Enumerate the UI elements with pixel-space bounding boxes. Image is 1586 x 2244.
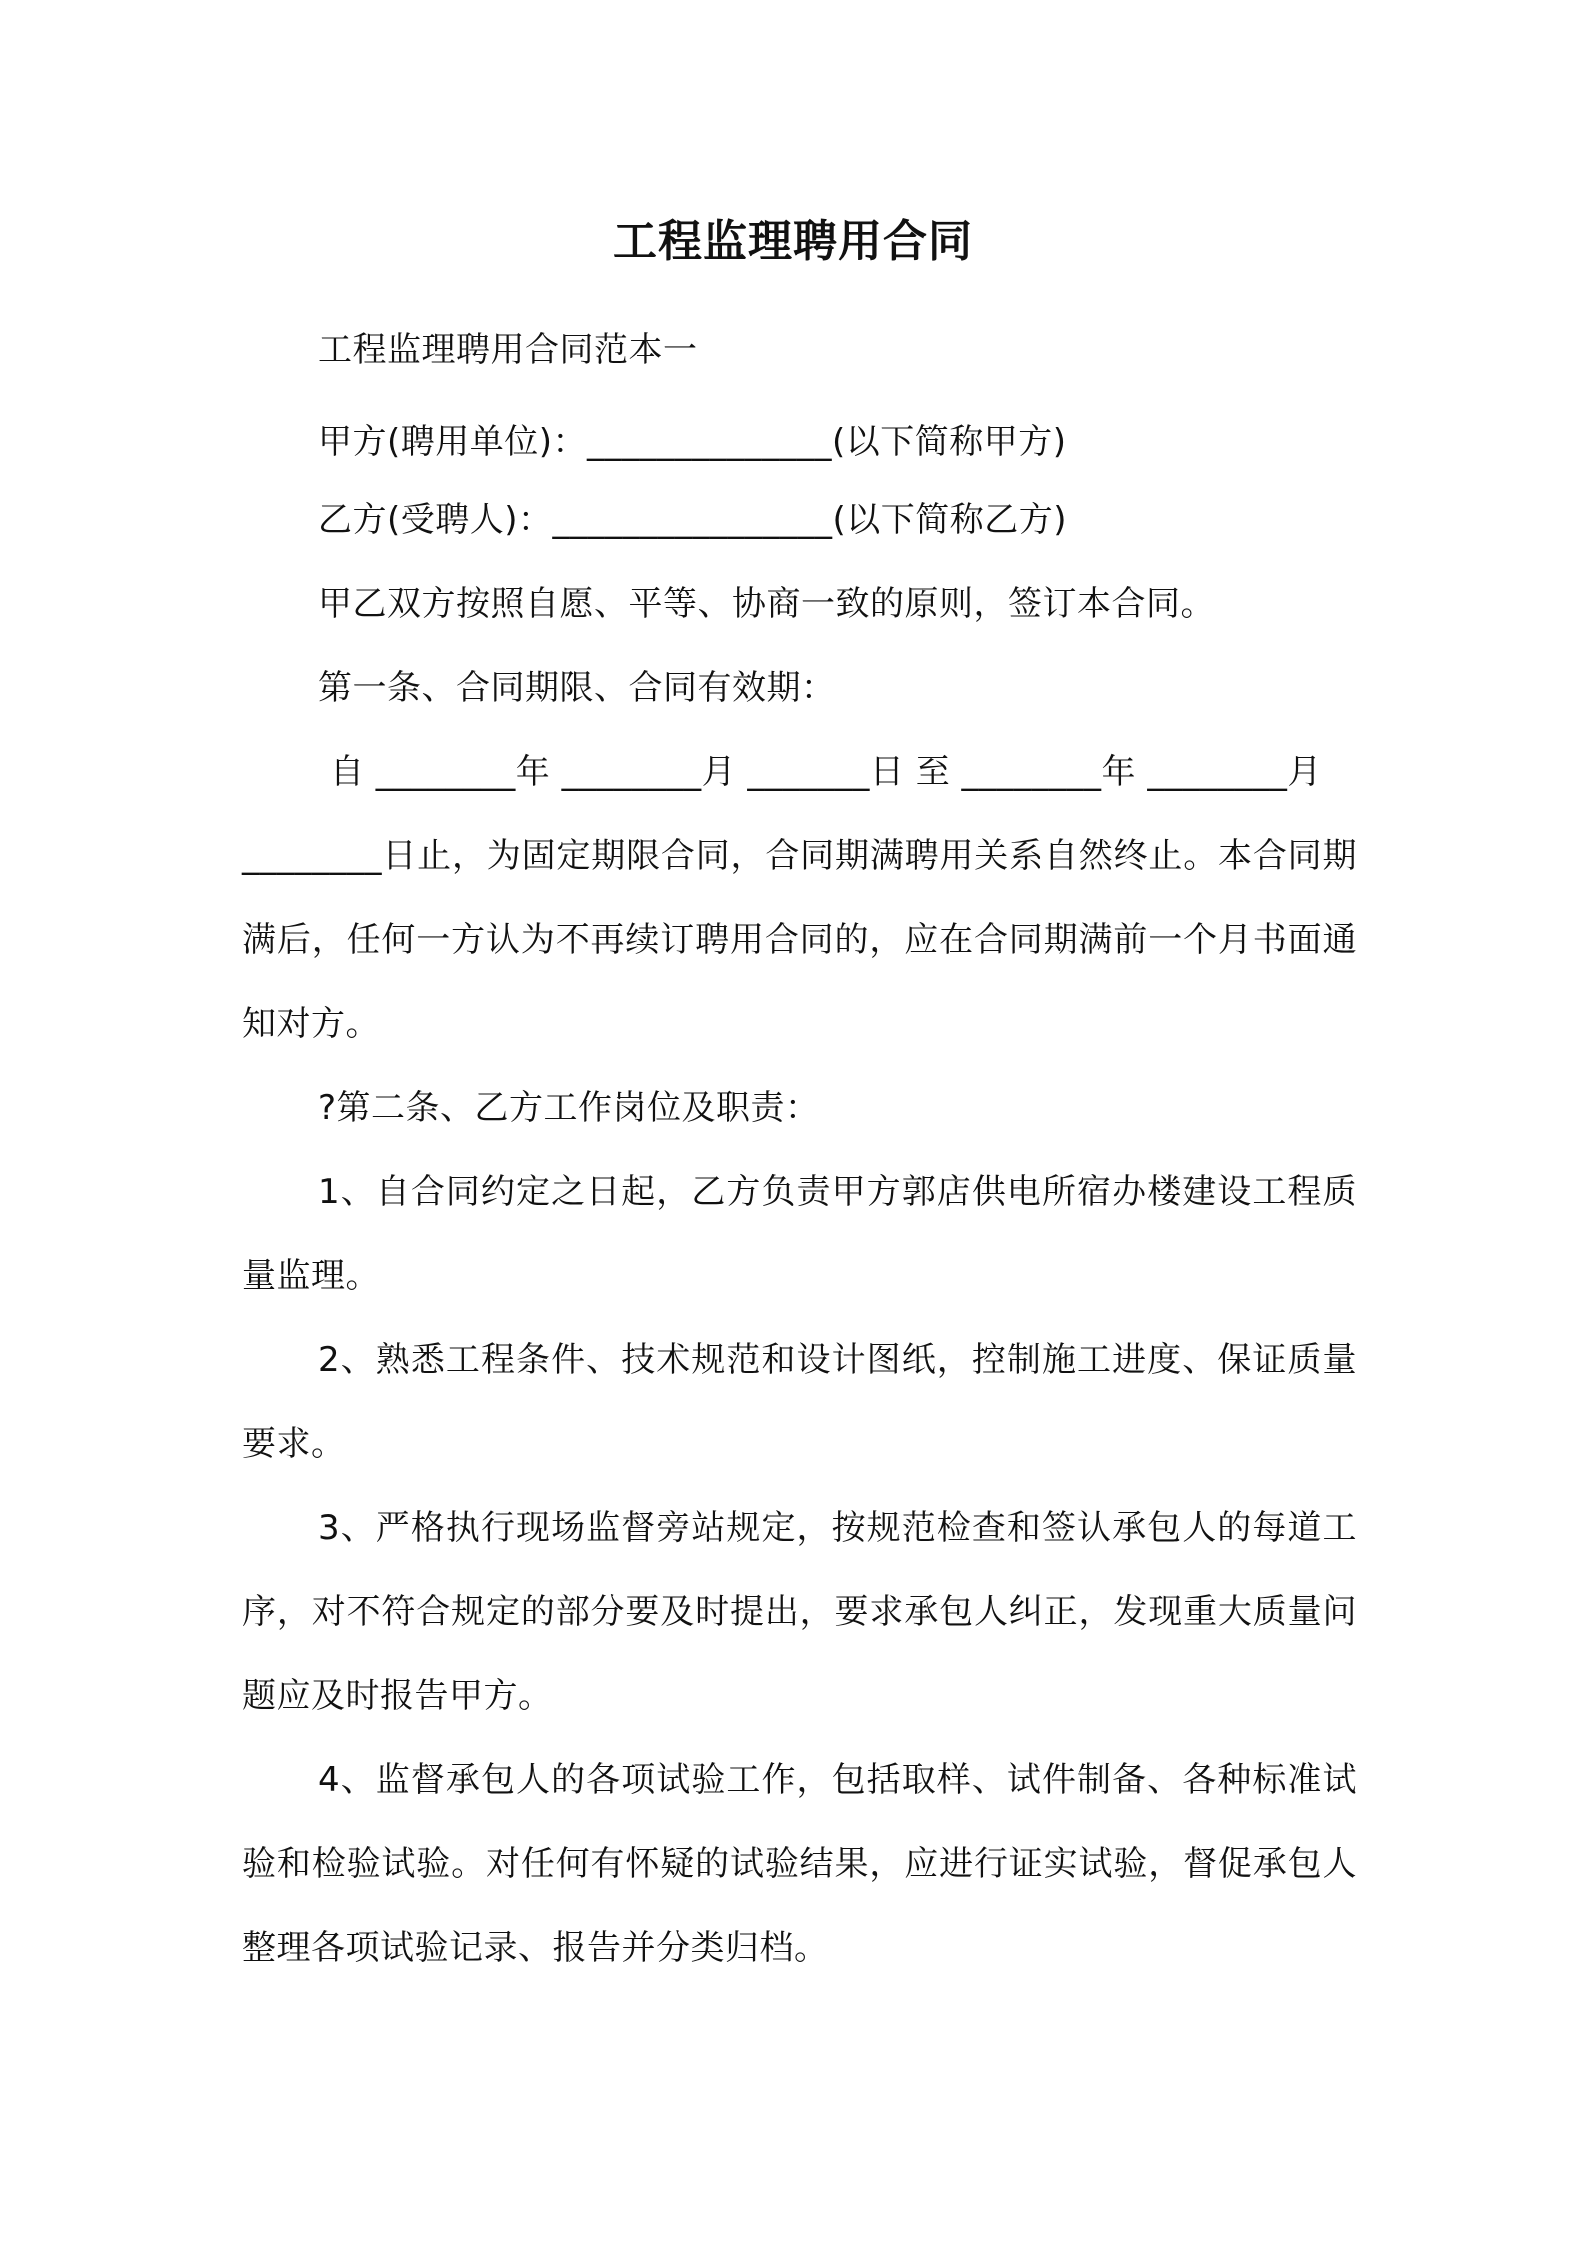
party-a-line: 甲方(聘用单位)：______________(以下简称甲方)	[318, 422, 1067, 462]
duty-item-2: 2、熟悉工程条件、技术规范和设计图纸，控制施工进度、保证质量要求。	[242, 1340, 1357, 1464]
duty-item-3: 3、严格执行现场监督旁站规定，按规范检查和签认承包人的每道工序，对不符合规定的部分要及时提出，要求承包人纠正，发现重大质量问题应及时报告甲方。	[242, 1508, 1357, 1716]
party-b-line: 乙方(受聘人)：________________(以下简称乙方)	[318, 500, 1068, 540]
principle-line: 甲乙双方按照自愿、平等、协商一致的原则，签订本合同。	[318, 584, 1215, 624]
article1-body: ________日止，为固定期限合同，合同期满聘用关系自然终止。本合同期满后，任何一方认为不再续订聘用合同的，应在合同期满前一个月书面通知对方。	[242, 836, 1357, 1044]
article2-heading: ?第二条、乙方工作岗位及职责：	[318, 1088, 820, 1128]
document-subtitle: 工程监理聘用合同范本一	[318, 330, 698, 370]
article1-heading: 第一条、合同期限、合同有效期：	[318, 668, 836, 708]
duty-item-1: 1、自合同约定之日起，乙方负责甲方郭店供电所宿办楼建设工程质量监理。	[242, 1172, 1357, 1296]
article1-date-line: 自 ________年 ________月 _______日 至 ________年 ________月	[330, 752, 1322, 792]
document-title: 工程监理聘用合同	[613, 216, 973, 267]
duty-item-4: 4、监督承包人的各项试验工作，包括取样、试件制备、各种标准试验和检验试验。对任何有怀疑的试验结果，应进行证实试验，督促承包人整理各项试验记录、报告并分类归档。	[242, 1760, 1357, 1968]
